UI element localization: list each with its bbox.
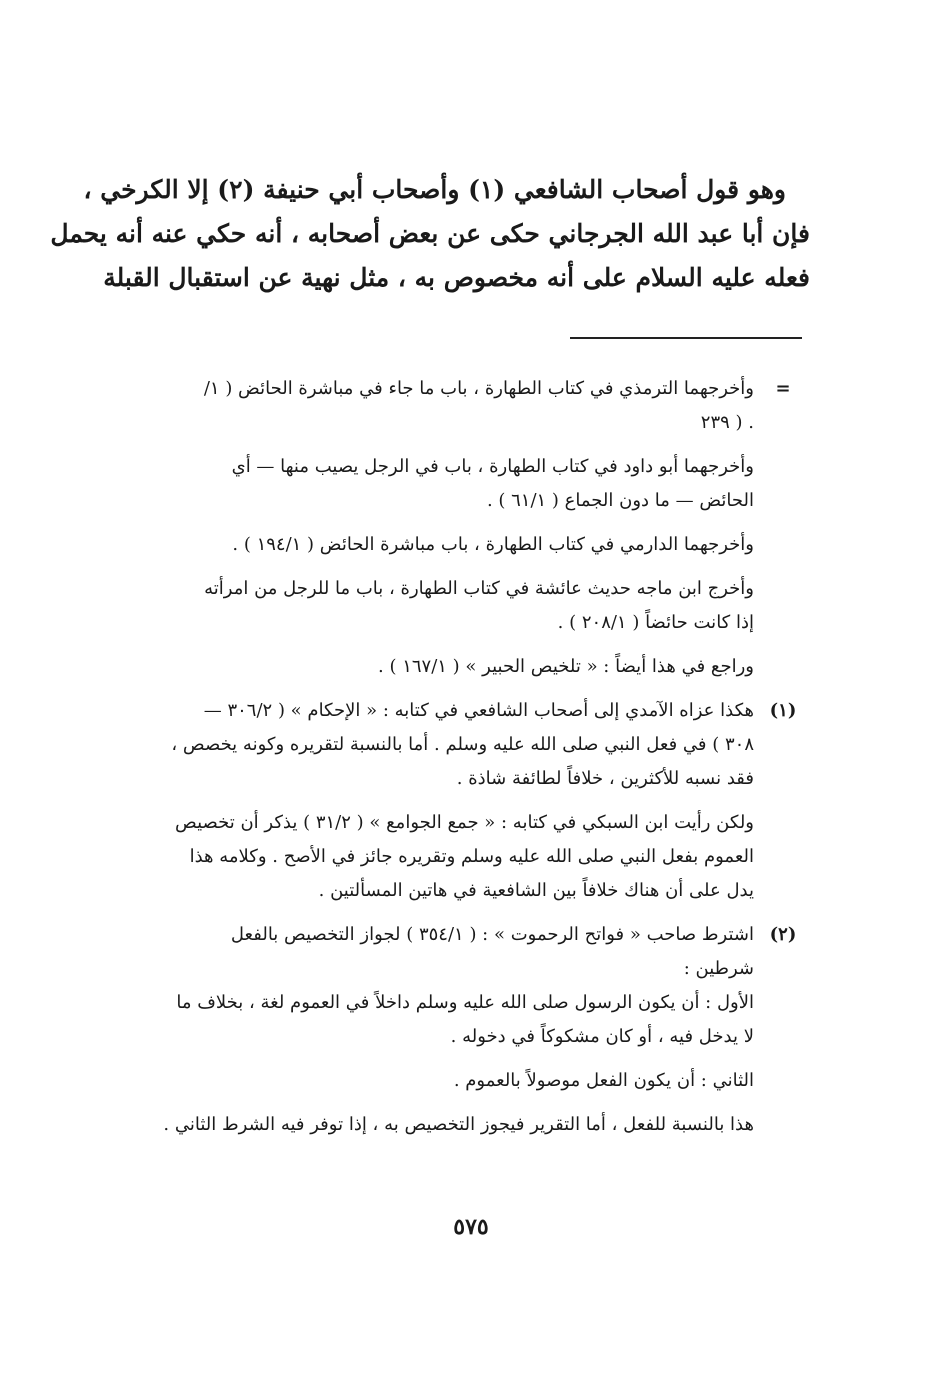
- footnote-marker: =: [775, 378, 791, 399]
- footnote-line: إذا كانت حائضاً ( ٢٠٨/١ ) .: [557, 612, 754, 633]
- footnote-paragraph: [150, 372, 754, 440]
- footnote-marker: (١): [769, 700, 797, 721]
- footnote-paragraph: [150, 1064, 754, 1098]
- footnote-paragraph: [150, 572, 754, 640]
- main-text: [50, 168, 810, 300]
- footnote-line: شرطين :: [683, 958, 754, 979]
- footnote-body: [150, 372, 754, 694]
- footnote-line: يدل على أن هناك خلافاً بين الشافعية في هاتين المسألتين .: [318, 880, 754, 901]
- footnote-line: فقد نسبه للأكثرين ، خلافاً لطائفة شاذة .: [456, 768, 754, 789]
- footnote-line: وأخرجهما الترمذي في كتاب الطهارة ، باب ما جاء في مباشرة الحائض ( ١/: [203, 378, 754, 399]
- footnote-paragraph: [150, 650, 754, 684]
- footnote-line: هكذا عزاه الآمدي إلى أصحاب الشافعي في كتابه : « الإحكام » ( ٣٠٦/٢ —: [203, 700, 754, 721]
- footnote-paragraph: [150, 450, 754, 518]
- footnote-line: وأخرجهما أبو داود في كتاب الطهارة ، باب في الرجل يصيب منها — أي: [231, 456, 754, 477]
- footnote-divider: [570, 337, 802, 339]
- main-text-line: وهو قول أصحاب الشافعي (١) وأصحاب أبي حنيفة (٢) إلا الكرخي ،: [83, 175, 786, 204]
- footnote-line: وأخرجهما الدارمي في كتاب الطهارة ، باب مباشرة الحائض ( ١٩٤/١ ) .: [232, 534, 754, 555]
- footnote-line: الحائض — ما دون الجماع ( ٦١/١ ) .: [486, 490, 754, 511]
- footnote-2: [150, 918, 812, 1152]
- footnote-paragraph: [150, 1108, 754, 1142]
- footnote-1: [150, 694, 812, 918]
- footnotes: [150, 372, 812, 1152]
- footnote-body: [150, 694, 754, 918]
- footnote-line: ٣٠٨ ) في فعل النبي صلى الله عليه وسلم . أما بالنسبة لتقريره وكونه يخصص ،: [171, 734, 754, 755]
- footnote-paragraph: [150, 918, 754, 1054]
- footnote-line: الأول : أن يكون الرسول صلى الله عليه وسلم داخلاً في العموم لغة ، بخلاف ما: [176, 992, 754, 1013]
- footnote-continuation: [150, 372, 812, 694]
- footnote-line: اشترط صاحب « فواتح الرحموت » : ( ٣٥٤/١ ) لجواز التخصيص بالفعل: [230, 924, 754, 945]
- footnote-line: وراجع في هذا أيضاً : « تلخيص الحبير » ( ١٦٧/١ ) .: [378, 656, 754, 677]
- footnote-line: هذا بالنسبة للفعل ، أما التقرير فيجوز التخصيص به ، إذا توفر فيه الشرط الثاني .: [163, 1114, 754, 1135]
- footnote-marker: (٢): [769, 924, 797, 945]
- footnote-line: العموم بفعل النبي صلى الله عليه وسلم وتقريره جائز في الأصح . وكلامه هذا: [189, 846, 754, 867]
- footnote-line: ولكن رأيت ابن السبكي في كتابه : « جمع الجوامع » ( ٣١/٢ ) يذكر أن تخصيص: [175, 812, 754, 833]
- footnote-line: الثاني : أن يكون الفعل موصولاً بالعموم .: [453, 1070, 754, 1091]
- footnote-body: [150, 918, 754, 1152]
- footnote-line: لا يدخل فيه ، أو كان مشكوكاً في دخوله .: [450, 1026, 754, 1047]
- main-text-line: فعله عليه السلام على أنه مخصوص به ، مثل نهية عن استقبال القبلة: [103, 263, 810, 292]
- footnote-paragraph: [150, 806, 754, 908]
- footnote-paragraph: [150, 694, 754, 796]
- main-text-line: فإن أبا عبد الله الجرجاني حكى عن بعض أصحابه ، أنه حكي عنه أنه يحمل: [50, 219, 810, 248]
- footnote-line: وأخرج ابن ماجه حديث عائشة في كتاب الطهارة ، باب ما للرجل من امرأته: [204, 578, 754, 599]
- footnote-line: . ( ٢٣٩: [700, 412, 754, 433]
- footnote-paragraph: [150, 528, 754, 562]
- page-number: ٥٧٥: [453, 1214, 489, 1240]
